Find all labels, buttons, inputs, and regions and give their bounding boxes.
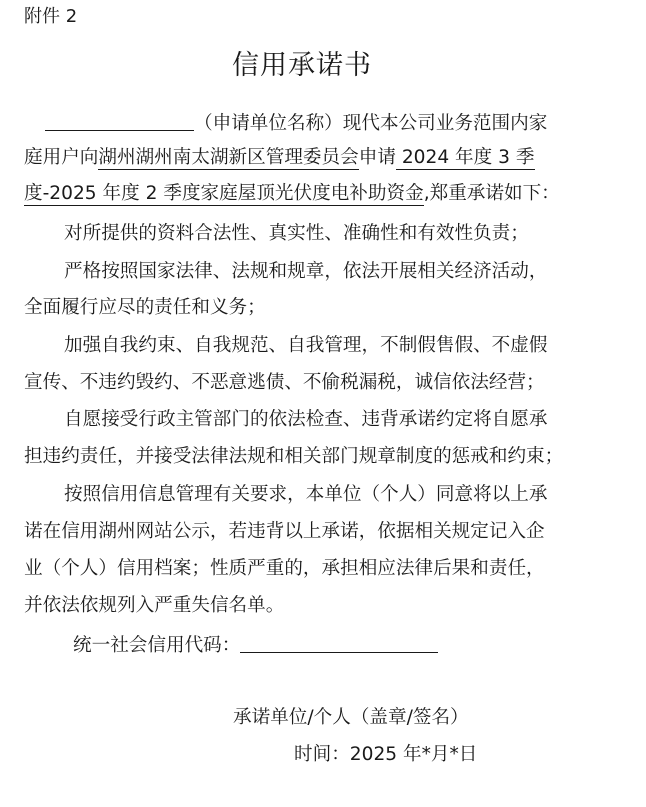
intro-line-3: [24, 182, 626, 206]
commitment-2-line-1: 严格按照国家法律、法规和规章，依法开展相关经济活动，: [64, 261, 548, 282]
intro-text-3: 申请: [358, 147, 396, 168]
commitment-2-line-2: 全面履行应尽的责任和义务；: [24, 297, 266, 318]
commitment-5-line-2: 诺在信用湖州网站公示，若违背以上承诺，依据相关规定记入企: [24, 521, 545, 542]
intro-line-2: [24, 146, 626, 170]
commitment-3-line-2: 宣传、不违约毁约、不恶意逃债、不偷税漏税，诚信依法经营；: [24, 372, 545, 393]
applicant-name-blank[interactable]: [45, 110, 194, 131]
intro-line-1: [24, 110, 626, 136]
commitment-4-line-1: 自愿接受行政主管部门的依法检查、违背承诺约定将自愿承: [64, 409, 548, 430]
attachment-label: 附件 2: [24, 6, 78, 27]
project-name-part2: 度-2025 年度 2 季度家庭屋顶光伏度电补助资金: [24, 183, 424, 204]
date-label: 时间：2025 年*月*日: [294, 744, 478, 765]
intro-text-1: （申请单位名称）现代本公司业务范围内家: [194, 113, 548, 134]
credit-code-blank[interactable]: [240, 632, 438, 653]
signer-label: 承诺单位/个人（盖章/签名）: [233, 707, 469, 728]
authority-name: 湖州湖州南太湖新区管理委员会: [98, 147, 359, 168]
credit-code-label: 统一社会信用代码：: [73, 635, 241, 656]
intro-text-4: ,郑重承诺如下：: [423, 183, 560, 204]
document-title: 信用承诺书: [232, 50, 372, 81]
project-name-part1: 2024 年度 3 季: [395, 147, 535, 168]
intro-text-2: 庭用户向: [24, 147, 99, 168]
commitment-1-line-1: 对所提供的资料合法性、真实性、准确性和有效性负责；: [64, 223, 529, 244]
credit-code-row: [73, 632, 626, 658]
commitment-3-line-1: 加强自我约束、自我规范、自我管理，不制假售假、不虚假: [64, 335, 548, 356]
commitment-5-line-4: 并依法依规列入严重失信名单。: [24, 595, 285, 616]
commitment-5-line-1: 按照信用信息管理有关要求，本单位（个人）同意将以上承: [64, 484, 548, 505]
commitment-5-line-3: 业（个人）信用档案；性质严重的，承担相应法律后果和责任，: [24, 558, 545, 579]
commitment-4-line-2: 担违约责任，并接受法律法规和相关部门规章制度的惩戒和约束；: [24, 446, 564, 467]
